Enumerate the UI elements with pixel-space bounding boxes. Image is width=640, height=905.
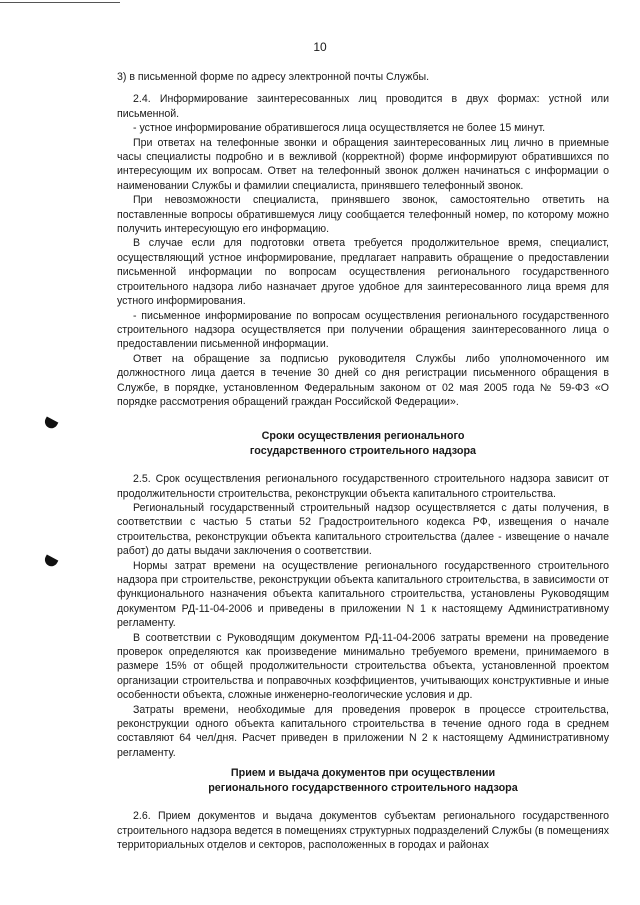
paragraph: Ответ на обращение за подписью руководителя Службы либо уполномоченного им должностного лица дается в течение 30 дней со дня регистрации письменного обращения в Службе, в порядке, установленном Федеральным законом от 02 мая 2005 года № 59-ФЗ «О порядке рассмотрения обращений граждан Российской Федерации».	[117, 352, 609, 408]
scan-edge-line	[0, 2, 120, 3]
heading-line: Прием и выдача документов при осуществлении	[230, 767, 496, 780]
paragraph: - устное информирование обратившегося лица осуществляется не более 15 минут.	[133, 122, 546, 135]
paragraph: 2.6. Прием документов и выдача документов субъектам регионального государственного строительного надзора ведется в помещениях структурных подразделений Службы (в помещениях территориальных отделов и секторов, расположенных в городах и районах	[117, 810, 609, 851]
paragraph: 2.4. Информирование заинтересованных лиц проводится в двух формах: устной или письменной.	[117, 93, 609, 120]
punch-hole-mark-top	[43, 416, 59, 430]
paragraph: 2.5. Срок осуществления регионального государственного строительного надзора зависит от продолжительности строительства, реконструкции объекта капитального строительства.	[117, 473, 609, 500]
paragraph: 3) в письменной форме по адресу электронной почты Службы.	[117, 71, 430, 83]
document-body	[117, 70, 609, 852]
heading-line: государственного строительного надзора	[249, 444, 477, 457]
paragraph: Региональный государственный строительный надзор осуществляется с даты получения, в соответствии с частью 5 статьи 52 Градостроительного кодекса РФ, извещения о начале строительства, реконструкции объекта капитального строительства (далее - извещение о начале работ) до даты выдачи заключения о соответствии.	[117, 501, 609, 558]
punch-hole-mark-bottom	[43, 554, 59, 568]
paragraph: В случае если для подготовки ответа требуется продолжительное время, специалист, осуществляющий устное информирование, предлагает направить обращение о предоставлении письменной информации по вопросам осуществления регионального государственного строительного надзора либо назначает другое удобное для заинтересованного лица время для устного информирования.	[117, 237, 609, 308]
heading-line: Сроки осуществления регионального	[261, 430, 465, 443]
paragraph: Нормы затрат времени на осуществление регионального государственного строительного надзора при строительстве, реконструкции объекта капитального строительства, в зависимости от функционального назначения объекта капитального строительства, установлены Руководящим документом РД-11-04-2006 и приведены в приложении N 1 к настоящему Административному регламенту.	[117, 559, 609, 630]
paragraph: - письменное информирование по вопросам осуществления регионального государственного строительного надзора осуществляется при получении обращения заинтересованного лица о предоставлении письменной информации.	[117, 309, 609, 351]
section-heading-deadlines	[117, 429, 609, 458]
heading-line: регионального государственного строительного надзора	[208, 781, 518, 794]
paragraph: При невозможности специалиста, принявшего звонок, самостоятельно ответить на поставленные вопросы обратившемуся лицу сообщается телефонный номер, по которому можно получить интересующую его информацию.	[117, 194, 609, 236]
paragraph: Затраты времени, необходимые для проведения проверок в процессе строительства, реконструкции одного объекта капитального строительства в течение одного года в среднем составляют 64 чел/дня. Расчет приведен в приложении N 2 к настоящему Административному регламенту.	[117, 703, 609, 759]
paragraph: В соответствии с Руководящим документом РД-11-04-2006 затраты времени на проведение проверок определяются как произведение минимально требуемого времени, принимаемого в размере 15% от общей продолжительности строительства объекта, установленной проектом организации строительства и поправочных коэффициентов, учитывающих конструктивные и иные особенности объекта, сложные инженерно-геологические условия и др.	[117, 631, 609, 702]
section-heading-documents	[117, 766, 609, 795]
paragraph: При ответах на телефонные звонки и обращения заинтересованных лиц лично в приемные часы специалисты подробно и в вежливой (корректной) форме информируют обратившихся по интересующим их вопросам. Ответ на телефонный звонок должен начинаться с информации о наименовании Службы и фамилии специалиста, принявшего телефонный звонок.	[117, 136, 609, 192]
page-number: 10	[313, 40, 327, 54]
